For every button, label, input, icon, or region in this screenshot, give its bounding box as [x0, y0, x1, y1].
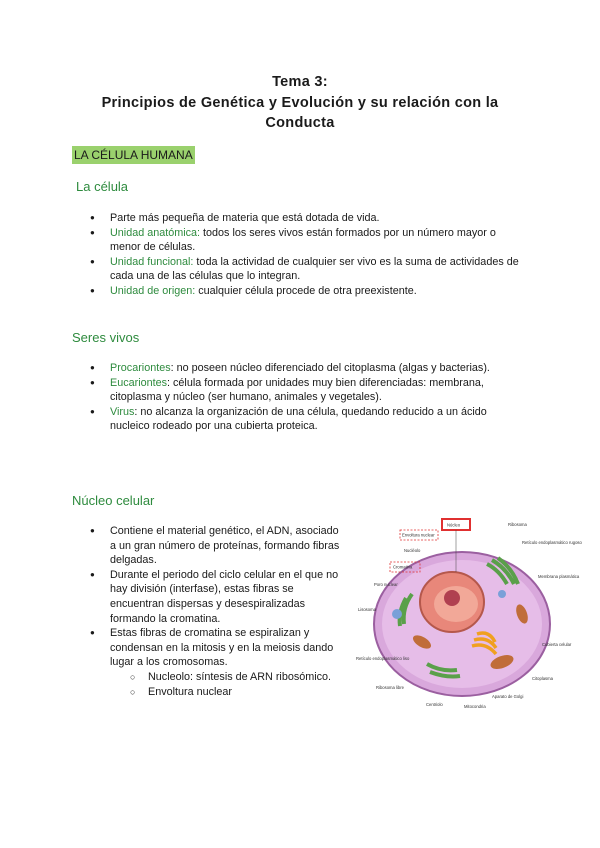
list-item: [90, 568, 346, 626]
list-item-text: : célula formada por unidades muy bien diferenciadas: membrana, citoplasma y núcleo (ser humano, animales y vegetales).: [110, 376, 484, 404]
list-item-text: Parte más pequeña de materia que está dotada de vida.: [110, 212, 380, 224]
list-item: [90, 626, 346, 699]
list-item-text: toda la actividad de cualquier ser vivo es la suma de actividades de cada una de las células que lo integran.: [110, 255, 519, 283]
list-item: [90, 255, 520, 284]
label-nucleolo: Nucléolo: [404, 548, 421, 553]
label-golgi: Aparato de Golgi: [492, 694, 524, 699]
nucleolus-shape: [444, 590, 460, 606]
list-item: [90, 284, 520, 299]
heading-la-celula: La célula: [76, 179, 129, 194]
label-envoltura: Envoltura nuclear: [402, 532, 435, 538]
list-item: [90, 376, 520, 405]
list-item-lead: Unidad funcional:: [110, 255, 194, 268]
page-title-line3: Conducta: [265, 115, 335, 131]
list-item-text: Estas fibras de cromatina se espiralizan y condensan en la mitosis y en la meiosis dando lugar a los cromosomas.: [110, 627, 334, 669]
page-title-line1: Tema 3:: [272, 74, 328, 90]
list-item-lead: Unidad anatómica:: [110, 226, 201, 239]
heading-seres-vivos: Seres vivos: [72, 330, 140, 345]
list-item-lead: Virus: [110, 405, 135, 418]
list-item: [90, 226, 520, 255]
list-item-text: Durante el periodo del ciclo celular en el que no hay división (interfase), estas fibras se encuentran dispersas y desespiralizadas formando la cromatina.: [110, 568, 339, 625]
sublist-item-text: Nucleolo: síntesis de ARN ribosómico.: [148, 670, 332, 683]
list-nucleo: [90, 524, 346, 699]
label-mitocondria: Mitocondria: [464, 704, 486, 709]
label-centriolo: Centriolo: [426, 702, 443, 707]
lysosome-shape: [498, 590, 506, 598]
label-cromatina: Cromatina: [393, 564, 413, 570]
label-nucleo: Núcleo: [447, 522, 461, 528]
sublist-item: [110, 685, 346, 700]
list-item-text: cualquier célula procede de otra preexistente.: [195, 284, 417, 297]
list-item: [90, 524, 346, 568]
list-item-lead: Procariontes: [110, 362, 171, 374]
sublist-item-text: Envoltura nuclear: [148, 685, 233, 698]
heading-nucleo-celular: Núcleo celular: [72, 493, 155, 508]
label-cubierta: Cubierta celular: [542, 642, 572, 647]
page-title-line2: Principios de Genética y Evolución y su relación con la: [101, 95, 499, 111]
list-item-lead: Unidad de origen:: [110, 284, 196, 297]
section-heading-highlight: LA CÉLULA HUMANA: [74, 148, 193, 162]
list-seres-vivos: [90, 361, 520, 434]
list-item-text: Contiene el material genético, el ADN, asociado a un gran número de proteínas, formando fibras delgadas.: [110, 525, 340, 567]
label-lisosoma: Lisosoma: [358, 607, 376, 612]
list-item-text: : no poseen núcleo diferenciado del citoplasma (algas y bacterias).: [170, 362, 490, 374]
list-item-text: : no alcanza la organización de una célula, quedando reducido a un ácido nucleico rodeado por una cubierta proteica.: [110, 405, 487, 433]
list-item-text: todos los seres vivos están formados por un número mayor o menor de células.: [110, 226, 496, 254]
list-item: [90, 361, 520, 376]
sublist-nucleo: [110, 670, 346, 699]
lysosome-shape: [392, 609, 402, 619]
label-membrana: Membrana plasmática: [538, 574, 580, 579]
list-la-celula: [90, 211, 520, 299]
label-citoplasma: Citoplasma: [532, 676, 553, 681]
label-reticulo-rugoso: Retículo endoplasmático rugoso: [522, 540, 582, 545]
sublist-item: [110, 670, 346, 685]
label-ribosoma: Ribosoma: [508, 522, 527, 527]
cell-illustration: [352, 514, 582, 714]
label-poro: Poro nuclear: [374, 582, 398, 587]
list-item: [90, 405, 520, 434]
list-item-lead: Eucariontes: [110, 376, 168, 389]
list-item: [90, 211, 520, 226]
label-reticulo-liso: Retículo endoplasmático liso: [356, 656, 410, 661]
label-ribosoma-libre: Ribosoma libre: [376, 685, 404, 690]
